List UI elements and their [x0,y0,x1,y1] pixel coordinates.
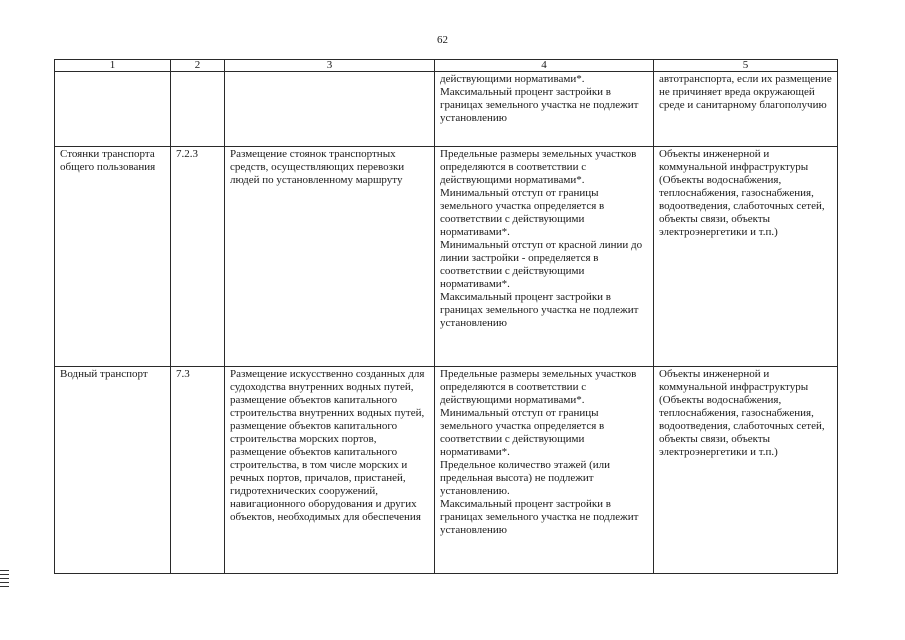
column-header: 1 [55,60,171,72]
use-description-cell [225,72,435,147]
use-code-cell: 7.3 [171,367,225,574]
scan-mark [0,582,9,583]
column-header: 5 [654,60,838,72]
table-row [55,72,838,147]
page-number: 62 [437,34,448,46]
column-header: 4 [435,60,654,72]
accessory-uses-cell: Объекты инженерной и коммунальной инфраструктуры (Объекты водоснабжения, теплоснабжения, газоснабжения, водоотведения, слаботочных сетей, объекты связи, объекты электроэнергетики и т.п.) [654,367,838,574]
accessory-uses-cell: автотранспорта, если их размещение не причиняет вреда окружающей среде и санитарному благополучию [654,72,838,147]
scan-mark [0,574,9,575]
use-name-cell [55,72,171,147]
table-header-row [55,60,838,72]
use-description-cell: Размещение стоянок транспортных средств, осуществляющих перевозки людей по установленному маршруту [225,147,435,367]
use-name-cell: Стоянки транспорта общего пользования [55,147,171,367]
column-header: 2 [171,60,225,72]
scan-mark [0,578,9,579]
scan-mark [0,586,9,587]
table-row [55,367,838,574]
table-row [55,147,838,367]
column-header: 3 [225,60,435,72]
use-code-cell: 7.2.3 [171,147,225,367]
parameters-cell: Предельные размеры земельных участков определяются в соответствии с действующими нормативами*. Минимальный отступ от границы земельного участка определяется в соответствии с действующими нормативами*. Предельное количество этажей (или предельная высота) не подлежит установлению. Максимальный процент застройки в границах земельного участка не подлежит установлению [435,367,654,574]
use-description-cell: Размещение искусственно созданных для судоходства внутренних водных путей, размещение объектов капитального строительства внутренних водных путей, размещение объектов капитального строительства морских портов, размещение объектов капитального строительства, в том числе морских и речных портов, причалов, пристаней, гидротехнических сооружений, навигационного оборудования и других объектов, необходимых для обеспечения [225,367,435,574]
use-code-cell [171,72,225,147]
use-name-cell: Водный транспорт [55,367,171,574]
parameters-cell: действующими нормативами*. Максимальный процент застройки в границах земельного участка не подлежит установлению [435,72,654,147]
accessory-uses-cell: Объекты инженерной и коммунальной инфраструктуры (Объекты водоснабжения, теплоснабжения, газоснабжения, водоотведения, слаботочных сетей, объекты связи, объекты электроэнергетики и т.п.) [654,147,838,367]
parameters-cell: Предельные размеры земельных участков определяются в соответствии с действующими нормативами*. Минимальный отступ от границы земельного участка определяется в соответствии с действующими нормативами*. Минимальный отступ от красной линии до линии застройки - определяется в соответствии с действующими нормативами*. Максимальный процент застройки в границах земельного участка не подлежит установлению [435,147,654,367]
regulations-table [54,59,838,574]
scan-mark [0,570,9,571]
